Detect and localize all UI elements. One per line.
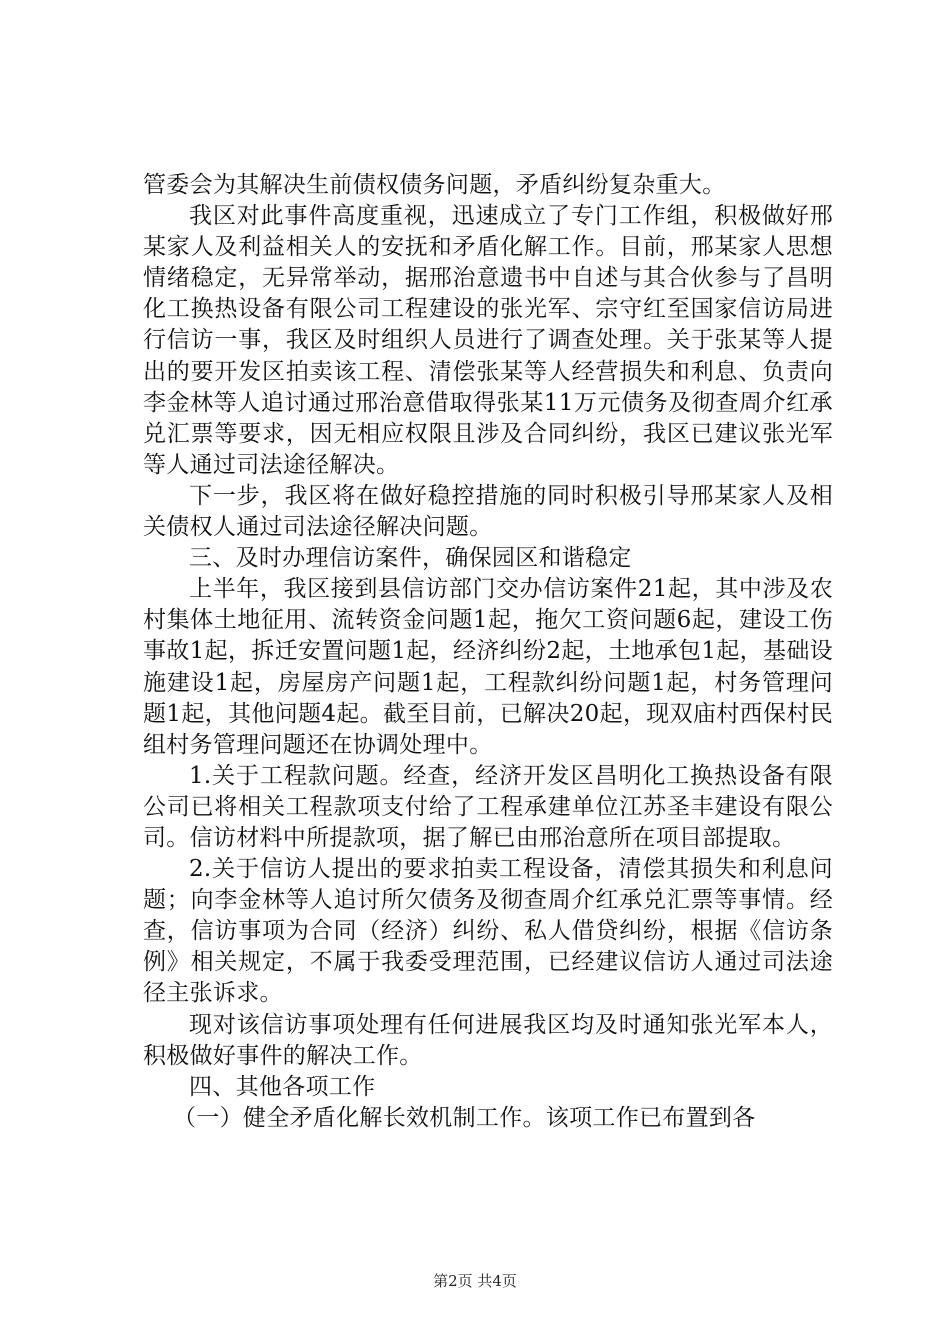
paragraph-subsection-1: （一）健全矛盾化解长效机制工作。该项工作已布置到各: [173, 1104, 756, 1131]
section-heading-4: 四、其他各项工作: [189, 1073, 376, 1100]
paragraph-follow-up: 现对该信访事项处理有任何进展我区均及时通知张光军本人，积极做好事件的解决工作。: [143, 1011, 833, 1069]
section-heading-3: 三、及时办理信访案件，确保园区和谐稳定: [189, 545, 632, 572]
paragraph-case-summary: 上半年，我区接到县信访部门交办信访案件21起，其中涉及农村集体土地征用、流转资金问题1起，拖欠工资问题6起，建设工伤事故1起，拆迁安置问题1起，经济纠纷2起，土地承包1起，基础设施建设1起，房屋房产问题1起，工程款纠纷问题1起，村务管理问题1起，其他问题4起。截至目前，已解决20起，现双庙村西保村民组村务管理问题还在协调处理中。: [143, 576, 833, 758]
page-number: 第2页 共4页: [433, 1272, 517, 1290]
paragraph-next-step: 下一步，我区将在做好稳控措施的同时积极引导邢某家人及相关债权人通过司法途径解决问题。: [143, 482, 833, 541]
page-footer: [0, 1271, 950, 1291]
paragraph-item-2: 2.关于信访人提出的要求拍卖工程设备，清偿其损失和利息问题；向李金林等人追讨所欠债务及彻查周介红承兑汇票等事情。经查，信访事项为合同（经济）纠纷、私人借贷纠纷，根据《信访条例》相关规定，不属于我委受理范围，已经建议信访人通过司法途径主张诉求。: [143, 856, 833, 1007]
paragraph-item-1: 1.关于工程款问题。经查，经济开发区昌明化工换热设备有限公司已将相关工程款项支付给了工程承建单位江苏圣丰建设有限公司。信访材料中所提款项，据了解已由邢治意所在项目部提取。: [143, 762, 833, 851]
paragraph-incident-handling: 我区对此事件高度重视，迅速成立了专门工作组，积极做好邢某家人及利益相关人的安抚和矛盾化解工作。目前，邢某家人思想情绪稳定，无异常举动，据邢治意遗书中自述与其合伙参与了昌明化工换热设备有限公司工程建设的张光军、宗守红至国家信访局进行信访一事，我区及时组织人员进行了调查处理。关于张某等人提出的要开发区拍卖该工程、清偿张某等人经营损失和利息、负责向李金林等人追讨通过邢治意借取得张某11万元债务及彻查周介红承兑汇票等要求，因无相应权限且涉及合同纠纷，我区已建议张光军等人通过司法途径解决。: [143, 203, 833, 478]
paragraph-continuation: 管委会为其解决生前债权债务问题，矛盾纠纷复杂重大。: [143, 172, 726, 198]
document-body: [143, 170, 833, 1134]
